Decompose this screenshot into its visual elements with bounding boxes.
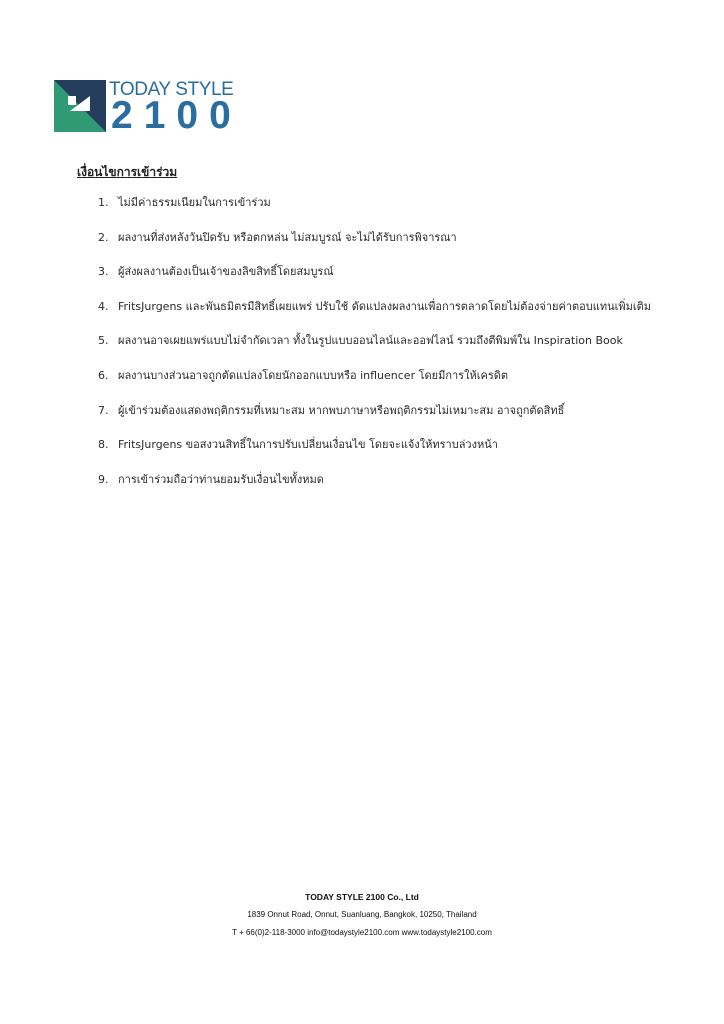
condition-number: 7.	[98, 403, 109, 417]
logo-wordmark-2100: 2100	[111, 94, 242, 137]
condition-text: ไม่มีค่าธรรมเนียมในการเข้าร่วม	[118, 196, 271, 209]
condition-item	[98, 366, 651, 401]
condition-text: ผลงานอาจเผยแพร่แบบไม่จำกัดเวลา ทั้งในรูปแบบออนไลน์และออฟไลน์ รวมถึงตีพิมพ์ใน Inspiration Book	[118, 334, 623, 348]
footer-company-name: TODAY STYLE 2100 Co., Ltd	[305, 892, 419, 902]
logo-square-icon	[54, 80, 106, 132]
condition-number: 9.	[98, 472, 109, 486]
condition-text: FritsJurgens ขอสงวนสิทธิ์ในการปรับเปลี่ยนเงื่อนไข โดยจะแจ้งให้ทราบล่วงหน้า	[118, 438, 498, 452]
conditions-heading: เงื่อนไขการเข้าร่วม	[77, 165, 178, 179]
condition-number: 6.	[98, 368, 109, 382]
condition-number: 2.	[98, 230, 109, 244]
footer-contact: T + 66(0)2-118-3000 info@todaystyle2100.com www.todaystyle2100.com	[232, 928, 492, 937]
condition-number: 8.	[98, 438, 109, 452]
condition-number: 3.	[98, 265, 109, 279]
condition-text: ผลงานที่ส่งหลังวันปิดรับ หรือตกหล่น ไม่สมบูรณ์ จะไม่ได้รับการพิจารณา	[118, 230, 457, 244]
condition-item	[98, 262, 651, 297]
condition-item	[98, 401, 651, 436]
condition-item	[98, 331, 651, 366]
condition-item	[98, 435, 651, 470]
condition-number: 5.	[98, 334, 109, 348]
condition-number: 4.	[98, 299, 109, 313]
logo-wordmark-today-style: TODAY STYLE	[109, 79, 234, 100]
condition-number: 1.	[98, 196, 109, 209]
condition-text: ผู้เข้าร่วมต้องแสดงพฤติกรรมที่เหมาะสม หากพบภาษาหรือพฤติกรรมไม่เหมาะสม อาจถูกตัดสิทธิ์	[118, 403, 565, 417]
conditions-list	[98, 193, 651, 504]
condition-text: การเข้าร่วมถือว่าท่านยอมรับเงื่อนไขทั้งหมด	[118, 472, 324, 486]
condition-text: FritsJurgens และพันธมิตรมีสิทธิ์เผยแพร่ ปรับใช้ ดัดแปลงผลงานเพื่อการตลาดโดยไม่ต้องจ่ายค่าตอบแทนเพิ่มเติม	[118, 299, 652, 313]
condition-item	[98, 193, 651, 228]
company-logo	[54, 79, 269, 137]
footer-address: 1839 Onnut Road, Onnut, Suanluang, Bangkok, 10250, Thailand	[247, 910, 477, 919]
condition-item	[98, 470, 651, 505]
condition-text: ผลงานบางส่วนอาจถูกตัดแปลงโดยนักออกแบบหรือ influencer โดยมีการให้เครดิต	[118, 368, 509, 382]
condition-text: ผู้ส่งผลงานต้องเป็นเจ้าของลิขสิทธิ์โดยสมบูรณ์	[118, 265, 334, 279]
condition-item	[98, 297, 651, 332]
condition-item	[98, 228, 651, 263]
